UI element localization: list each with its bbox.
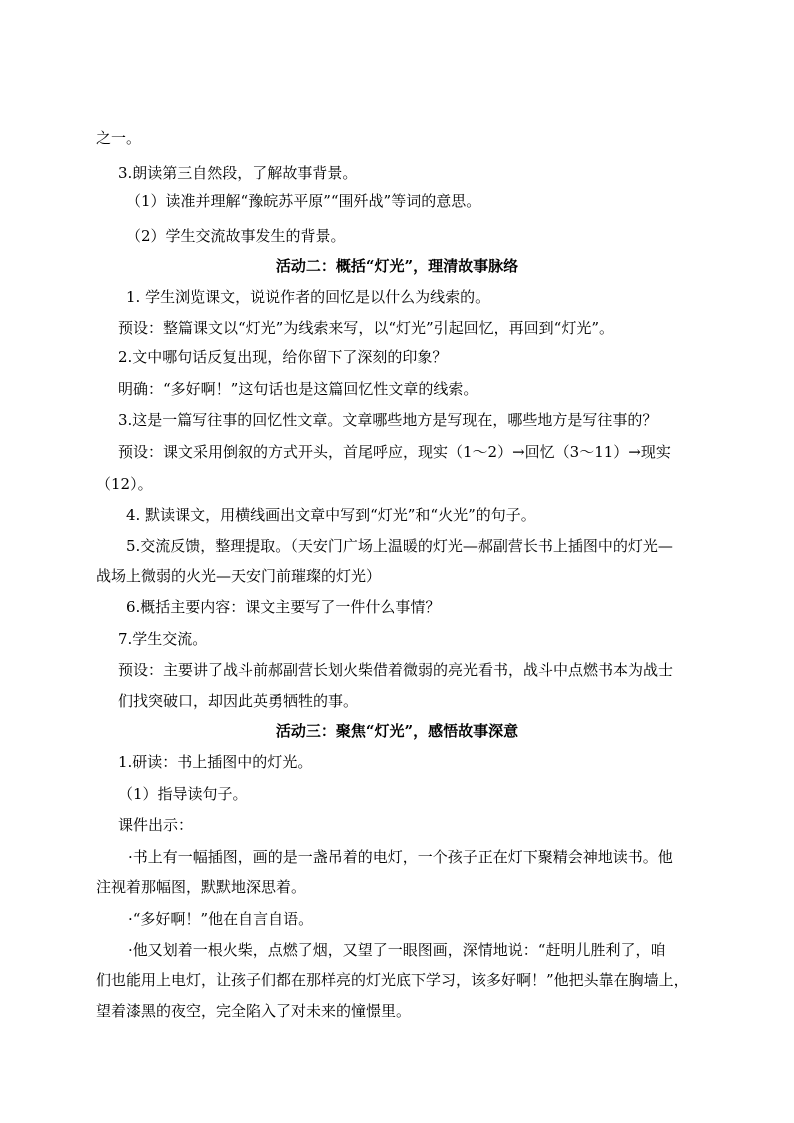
- paragraph-line: 明确：“多好啊！”这句话也是这篇回忆性文章的线索。: [118, 380, 479, 398]
- paragraph-line: 课件出示：: [118, 816, 194, 834]
- paragraph-line: 2.文中哪句话反复出现，给你留下了深刻的印象？: [118, 348, 448, 366]
- paragraph-line: （1）指导读句子。: [118, 785, 248, 803]
- paragraph-line: 4. 默读课文，用横线画出文章中写到“灯光”和“火光”的句子。: [126, 506, 536, 524]
- section-heading: 活动三：聚焦“灯光”，感悟故事深意: [275, 722, 519, 740]
- paragraph-line: （12）。: [96, 475, 153, 493]
- paragraph-line: 望着漆黑的夜空，完全陷入了对未来的憧憬里。: [96, 1002, 412, 1020]
- paragraph-line: 注视着那幅图，默默地深思着。: [96, 878, 307, 896]
- paragraph-line: ·“多好啊！”他在自言自语。: [128, 910, 314, 928]
- paragraph-line: 1. 学生浏览课文，说说作者的回忆是以什么为线索的。: [126, 288, 491, 306]
- paragraph-line: 预设：整篇课文以“灯光”为线索来写，以“灯光”引起回忆，再回到“灯光”。: [118, 319, 615, 337]
- paragraph-line: 3.这是一篇写往事的回忆性文章。文章哪些地方是写现在，哪些地方是写往事的？: [118, 411, 658, 429]
- paragraph-line: 6.概括主要内容：课文主要写了一件什么事情？: [126, 598, 441, 616]
- paragraph-line: 们找突破口，却因此英勇牺牲的事。: [118, 692, 359, 710]
- paragraph-line: 7.学生交流。: [118, 630, 208, 648]
- paragraph-line: 3.朗读第三自然段，了解故事背景。: [118, 164, 358, 182]
- paragraph-line: 战场上微弱的火光—天安门前璀璨的灯光）: [96, 567, 382, 585]
- paragraph-line: ·书上有一幅插图，画的是一盏吊着的电灯，一个孩子正在灯下聚精会神地读书。他: [128, 848, 673, 866]
- paragraph-line: 之一。: [96, 129, 142, 147]
- paragraph-line: 1.研读：书上插图中的灯光。: [118, 753, 313, 771]
- paragraph-line: 5.交流反馈，整理提取。（天安门广场上温暖的灯光—郝副营长书上插图中的灯光—: [126, 537, 673, 555]
- paragraph-line: 预设：课文采用倒叙的方式开头，首尾呼应，现实（1～2）→回忆（3～11）→现实: [118, 443, 671, 461]
- paragraph-line: （1）读准并理解“豫皖苏平原”“围歼战”等词的意思。: [126, 192, 482, 210]
- paragraph-line: 们也能用上电灯，让孩子们都在那样亮的灯光底下学习，该多好啊！”他把头靠在胸墙上，: [96, 971, 689, 989]
- section-heading: 活动二：概括“灯光”，理清故事脉络: [275, 257, 519, 275]
- paragraph-line: （2）学生交流故事发生的背景。: [126, 227, 346, 245]
- paragraph-line: 预设：主要讲了战斗前郝副营长划火柴借着微弱的亮光看书，战斗中点燃书本为战士: [118, 661, 674, 679]
- paragraph-line: ·他又划着一根火柴，点燃了烟，又望了一眼图画，深情地说：“赶明儿胜利了，咱: [128, 941, 666, 959]
